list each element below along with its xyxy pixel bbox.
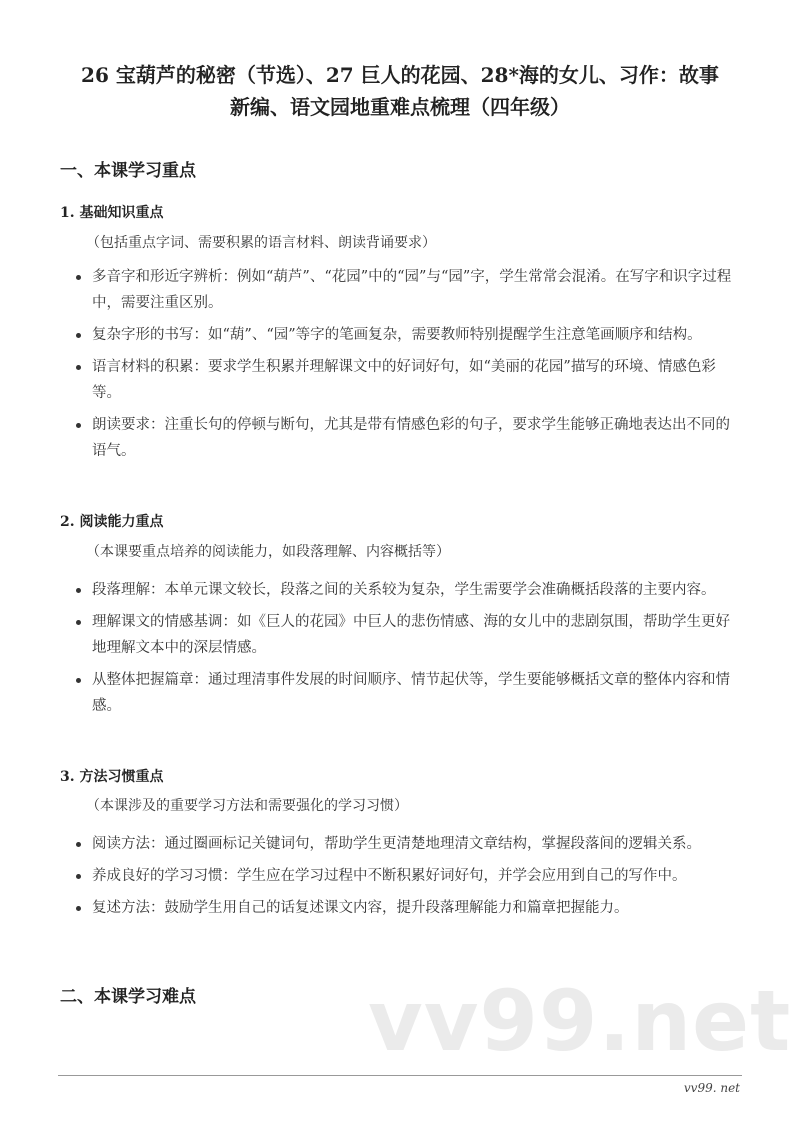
watermark: vv99.net [368,972,792,1070]
list-item-text: 从整体把握篇章：通过理清事件发展的时间顺序、情节起伏等，学生要能够概括文章的整体内容和情感。 [92,672,730,714]
subsection-heading-methods: 3. 方法习惯重点 [60,769,164,785]
subsection-note-methods: （本课涉及的重要学习方法和需要强化的学习习惯） [86,798,408,814]
list-item [74,863,744,889]
list-item-text: 复杂字形的书写：如“葫”、“园”等字的笔画复杂，需要教师特别提醒学生注意笔画顺序和结构。 [92,327,702,343]
section-heading-key-points: 一、本课学习重点 [60,161,196,181]
subsection-note-reading: （本课要重点培养的阅读能力，如段落理解、内容概括等） [86,544,450,560]
document-title [40,59,760,123]
list-item [74,577,744,603]
list-item [74,322,744,348]
list-item [74,412,744,464]
bullet-icon [76,678,81,683]
list-item-text: 语言材料的积累：要求学生积累并理解课文中的好词好句，如“美丽的花园”描写的环境、情感色彩等。 [92,359,716,401]
list-item-text: 复述方法：鼓励学生用自己的话复述课文内容，提升段落理解能力和篇章把握能力。 [92,900,629,916]
bullet-icon [76,906,81,911]
reading-list [74,577,744,725]
list-item [74,264,744,316]
bullet-icon [76,365,81,370]
section-heading-difficulties: 二、本课学习难点 [60,987,196,1007]
title-line-2: 新编、语文园地重难点梳理（四年级） [230,95,570,119]
list-item-text: 阅读方法：通过圈画标记关键词句，帮助学生更清楚地理清文章结构，掌握段落间的逻辑关系。 [92,836,701,852]
list-item [74,895,744,921]
bullet-icon [76,874,81,879]
subsection-heading-reading: 2. 阅读能力重点 [60,514,164,530]
list-item [74,831,744,857]
bullet-icon [76,423,81,428]
footer-divider [58,1075,742,1076]
list-item [74,354,744,406]
bullet-icon [76,620,81,625]
list-item-text: 理解课文的情感基调：如《巨人的花园》中巨人的悲伤情感、海的女儿中的悲剧氛围，帮助学生更好地理解文本中的深层情感。 [92,614,730,656]
list-item-text: 多音字和形近字辨析：例如“葫芦”、“花园”中的“园”与“园”字，学生常常会混淆。在写字和识字过程中，需要注重区别。 [92,269,732,311]
bullet-icon [76,333,81,338]
list-item [74,667,744,719]
list-item-text: 朗读要求：注重长句的停顿与断句，尤其是带有情感色彩的句子，要求学生能够正确地表达出不同的语气。 [92,417,730,459]
bullet-icon [76,588,81,593]
title-line-1: 26 宝葫芦的秘密（节选）、27 巨人的花园、28*海的女儿、习作：故事 [81,63,719,87]
methods-list [74,831,744,927]
bullet-icon [76,275,81,280]
basics-list [74,264,744,470]
list-item [74,609,744,661]
bullet-icon [76,842,81,847]
footer-site: vv99. net [683,1081,740,1095]
subsection-heading-basics: 1. 基础知识重点 [60,205,164,221]
subsection-note-basics: （包括重点字词、需要积累的语言材料、朗读背诵要求） [86,235,436,251]
list-item-text: 段落理解：本单元课文较长，段落之间的关系较为复杂，学生需要学会准确概括段落的主要内容。 [92,582,716,598]
list-item-text: 养成良好的学习习惯：学生应在学习过程中不断积累好词好句，并学会应用到自己的写作中。 [92,868,687,884]
